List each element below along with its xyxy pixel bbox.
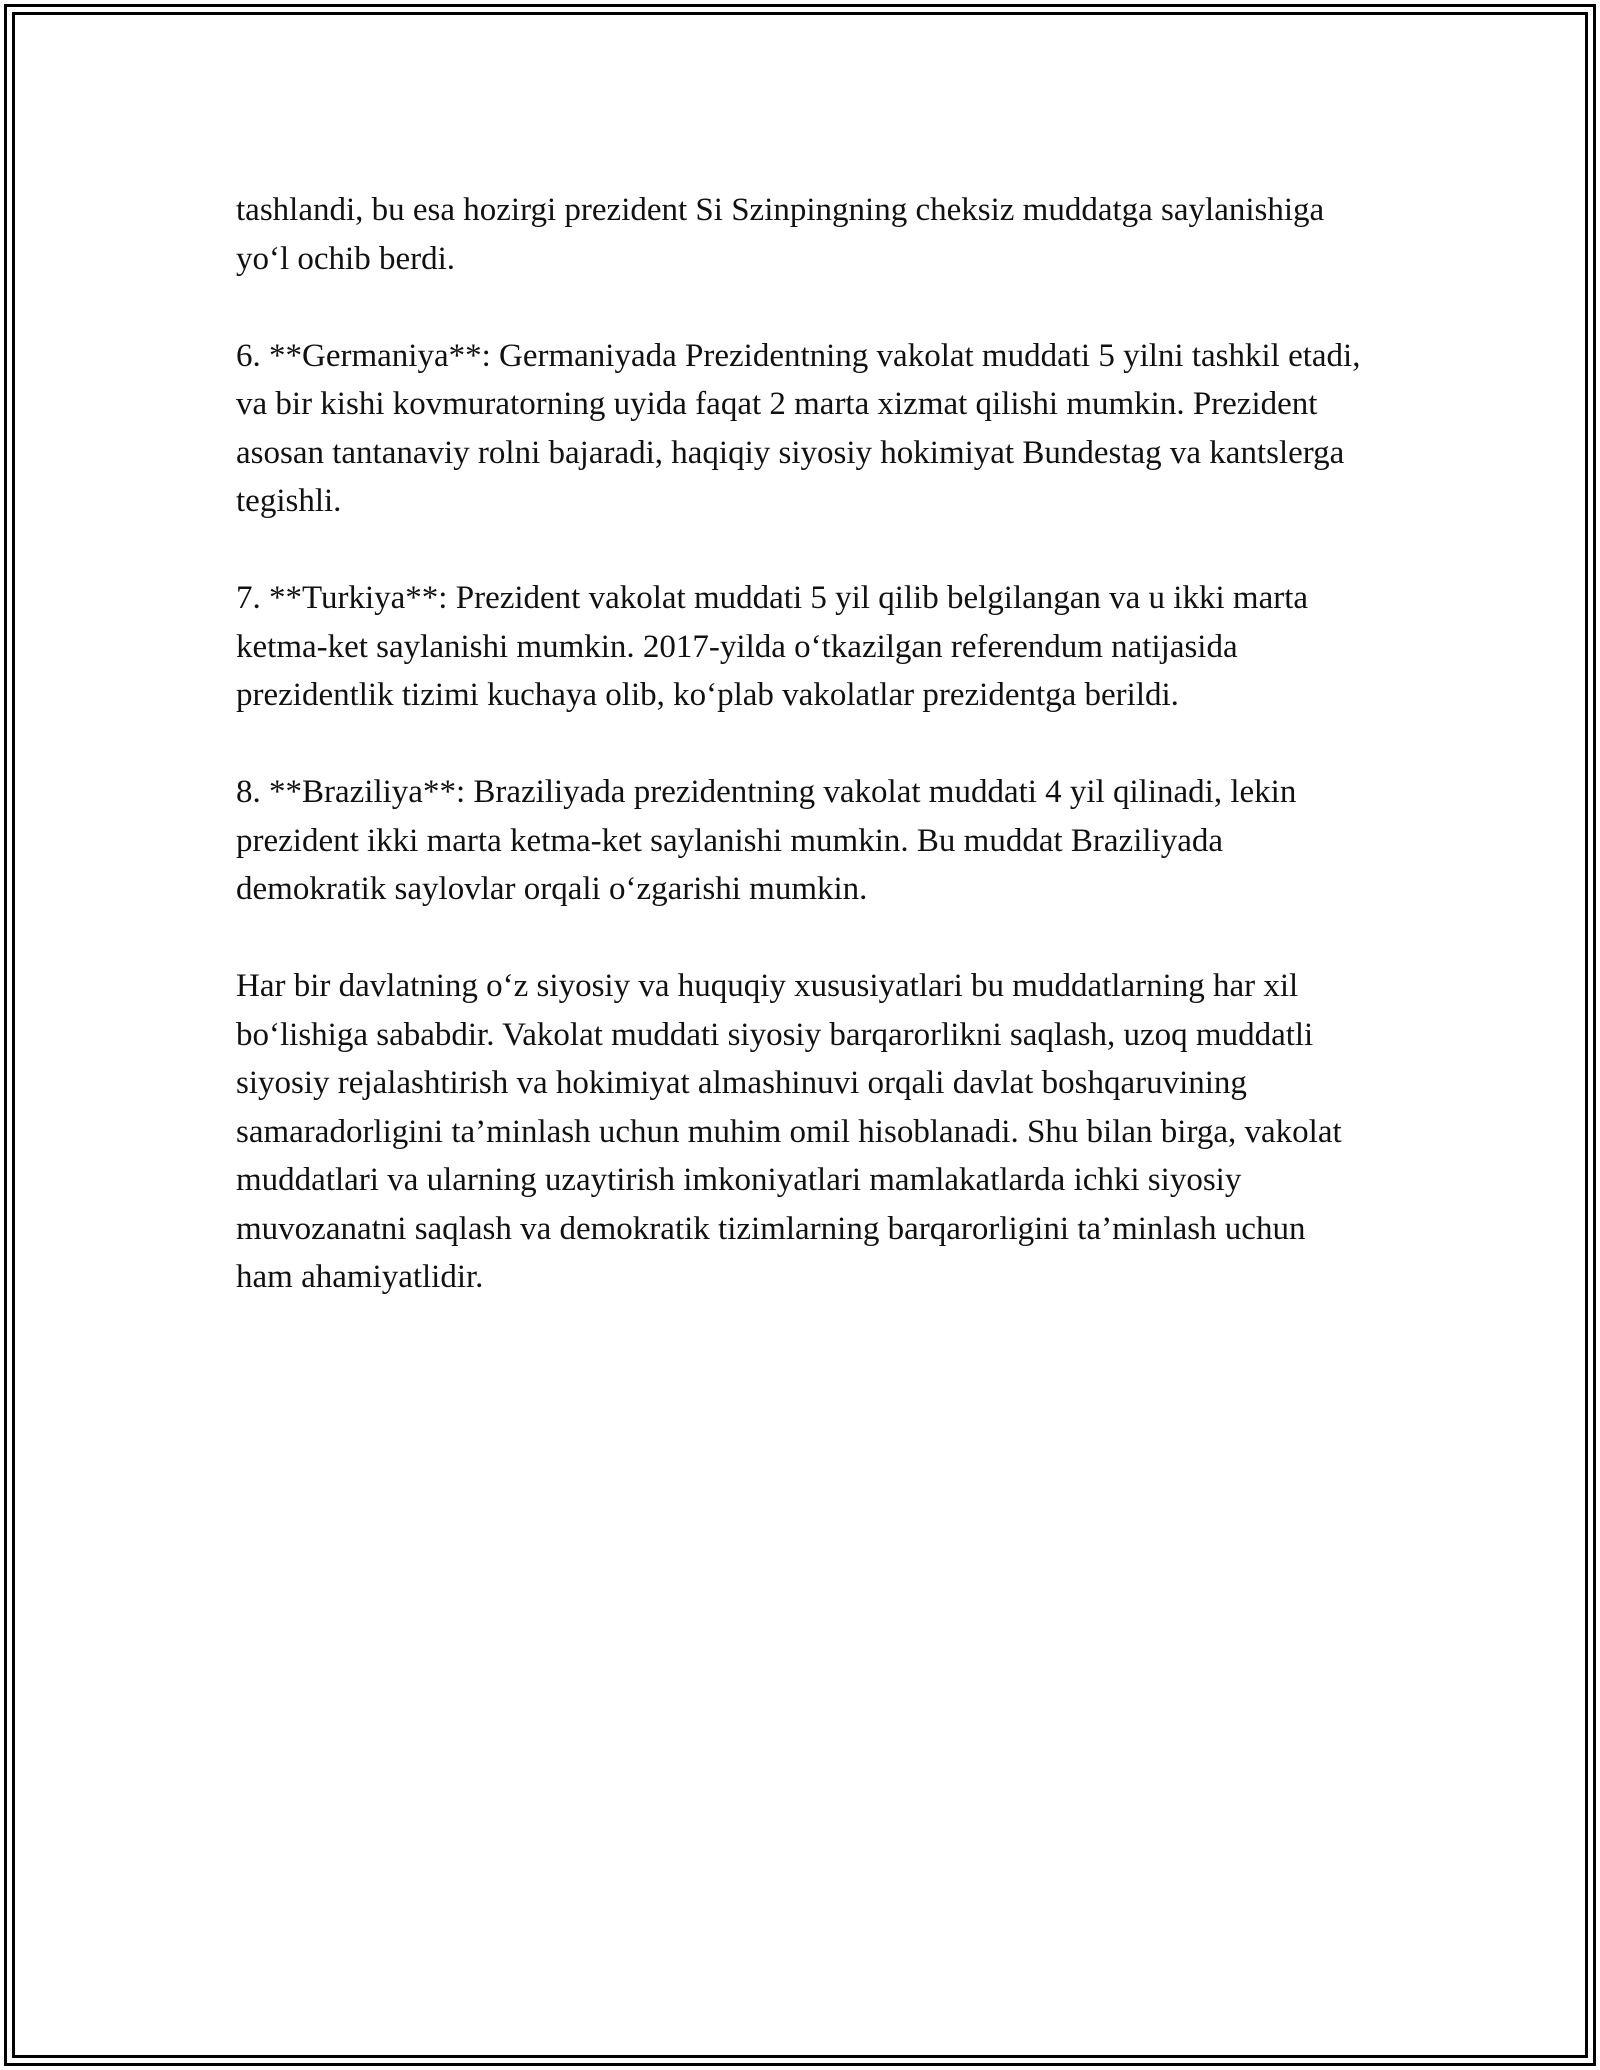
paragraph-conclusion: Har bir davlatning o‘z siyosiy va huquqiy xususiyatlari bu muddatlarning har xil bo‘lishiga sababdir. Vakolat muddati siyosiy barqarorlikni saqlash, uzoq muddatli siyosiy rejalashtirish va hokimiyat almashinuvi orqali davlat boshqaruvining samaradorligini ta’minlash uchun muhim omil hisoblanadi. Shu bilan birga, vakolat muddatlari va ularning uzaytirish imkoniyatlari mamlakatlarda ichki siyosiy muvozanatni saqlash va demokratik tizimlarning barqarorligini ta’minlash uchun ham ahamiyatlidir. [236,968,1342,1295]
paragraph-germaniya: 6. **Germaniya**: Germaniyada Prezidentning vakolat muddati 5 yilni tashkil etadi, va bir kishi kovmuratorning uyida faqat 2 marta xizmat qilishi mumkin. Prezident asosan tantanaviy rolni bajaradi, haqiqiy siyosiy hokimiyat Bundestag va kantslerga tegishli. [236,337,1361,519]
document-body [236,186,1366,1302]
paragraph-continuation: tashlandi, bu esa hozirgi prezident Si Szinpingning cheksiz muddatga saylanishiga yo‘l ochib berdi. [236,192,1325,277]
paragraph-braziliya: 8. **Braziliya**: Braziliyada prezidentning vakolat muddati 4 yil qilinadi, lekin prezident ikki marta ketma-ket saylanishi mumkin. Bu muddat Braziliyada demokratik saylovlar orqali o‘zgarishi mumkin. [236,774,1297,907]
paragraph-turkiya: 7. **Turkiya**: Prezident vakolat muddati 5 yil qilib belgilangan va u ikki marta ketma-ket saylanishi mumkin. 2017-yilda o‘tkazilgan referendum natijasida prezidentlik tizimi kuchaya olib, ko‘plab vakolatlar prezidentga berildi. [236,580,1309,713]
